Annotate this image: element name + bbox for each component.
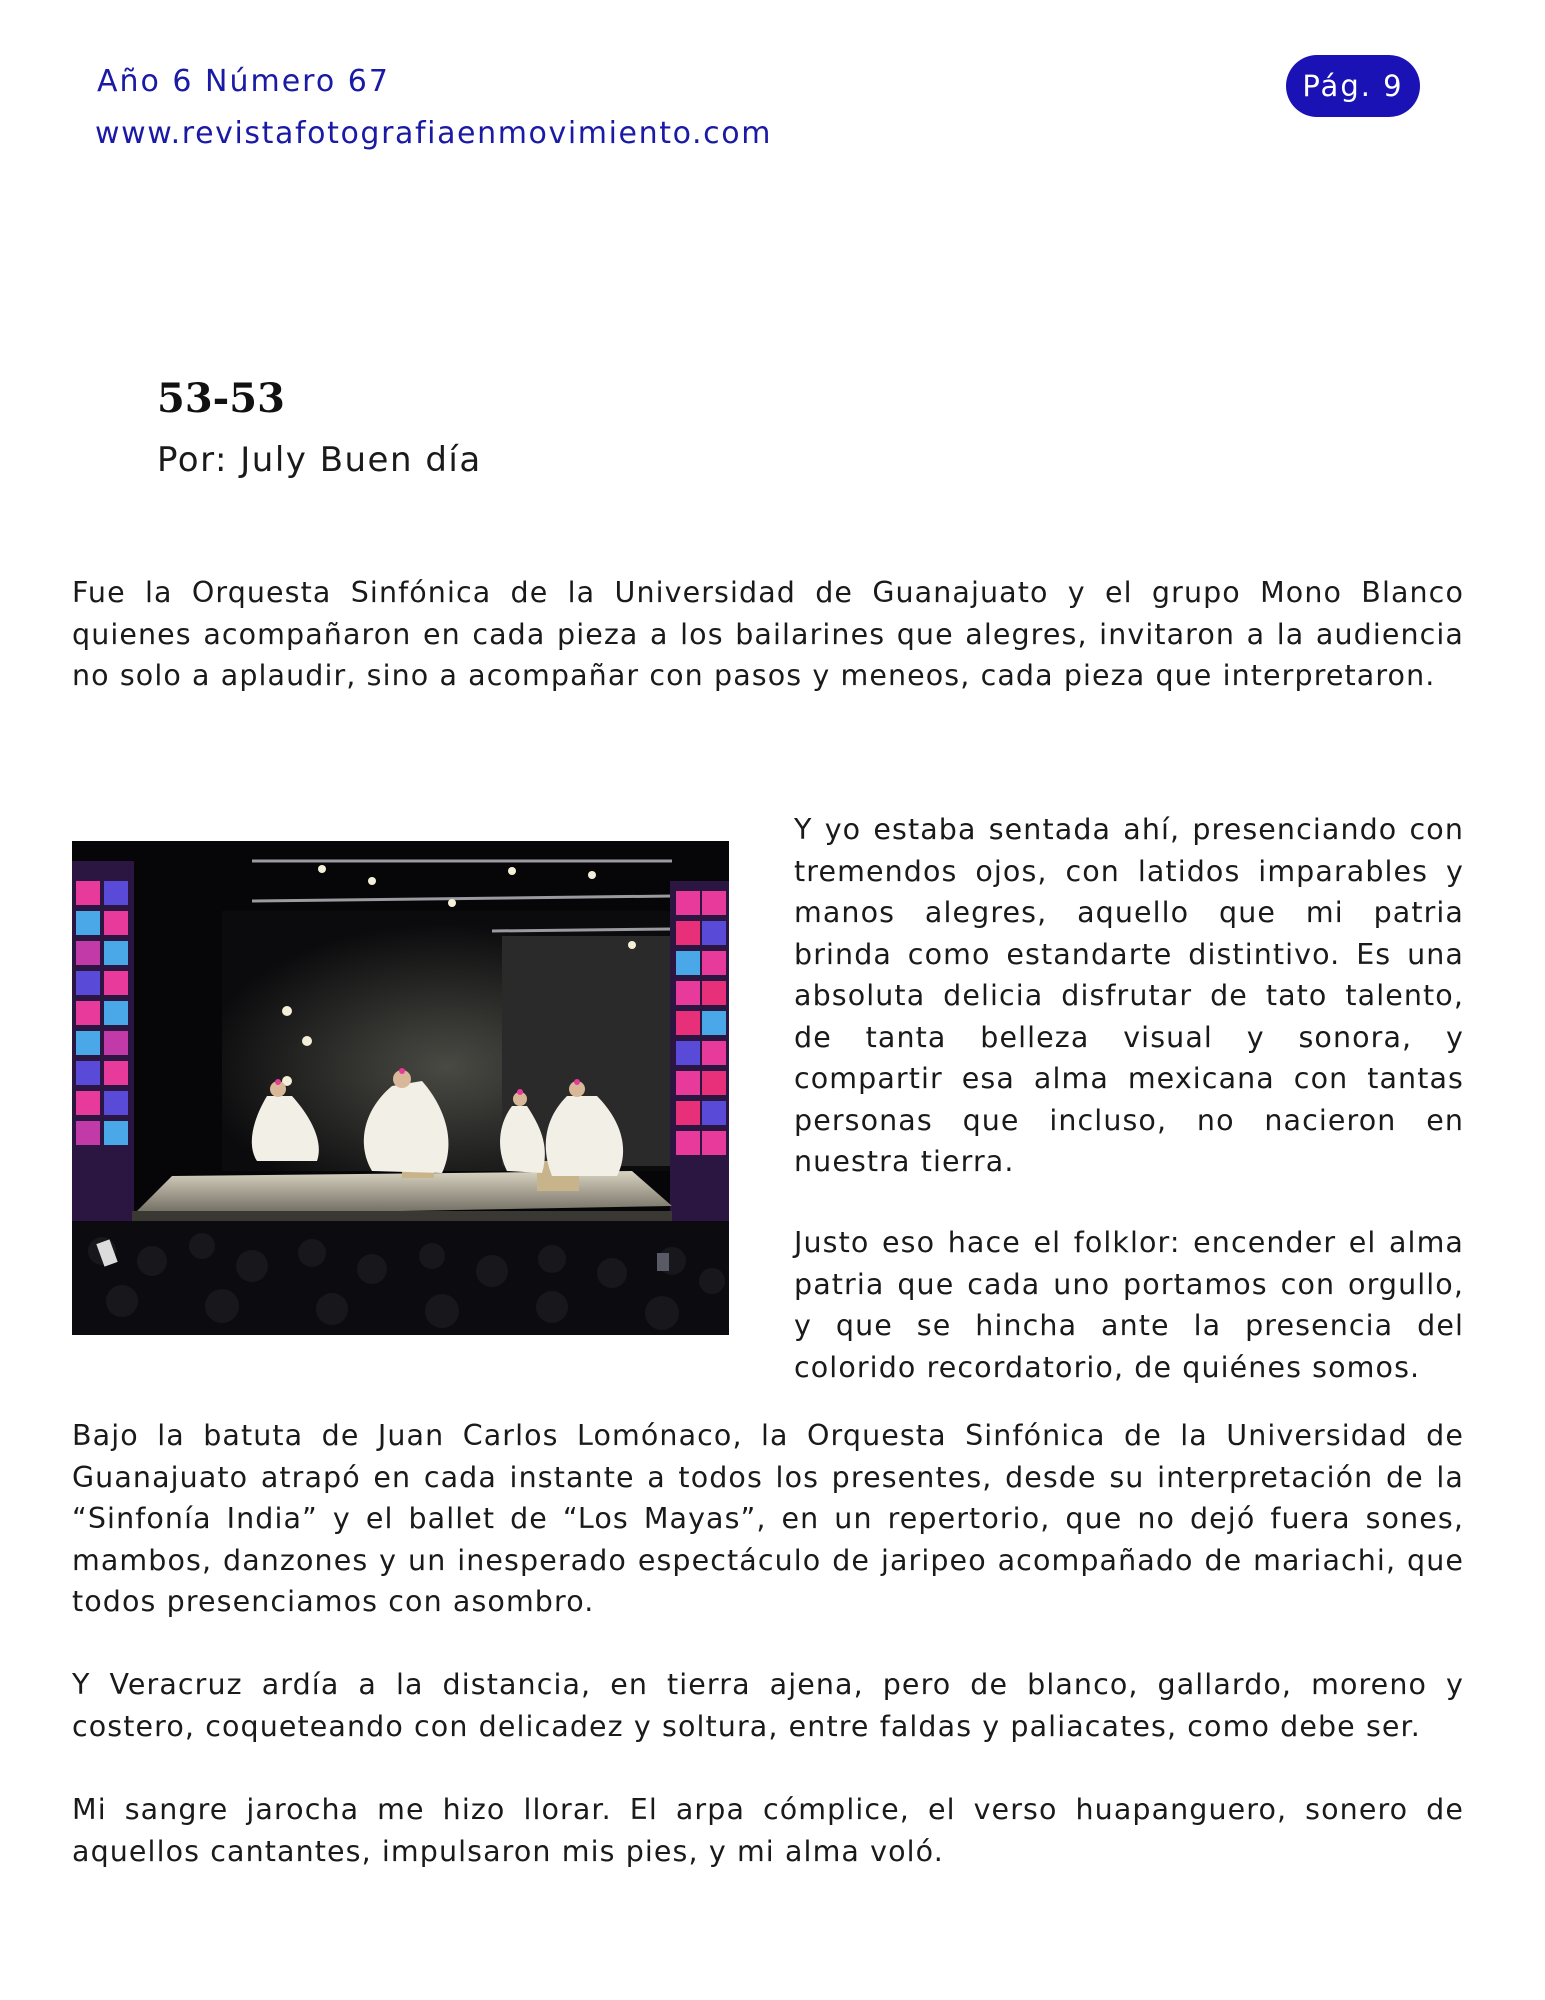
- paragraph-orquesta: Bajo la batuta de Juan Carlos Lomónaco, la Orquesta Sinfónica de la Universidad de Guanajuato atrapó en cada instante a todos los presentes, desde su interpretación de la “Sinfonía India” y el ballet de “Los Mayas”, en un repertorio, que no dejó fuera sones, mambos, danzones y un inesperado espectáculo de jaripeo acompañado de mariachi, que todos presenciamos con asombro.: [72, 1419, 1464, 1618]
- dance-performance-photo: [72, 841, 729, 1335]
- page-number-badge: Pág. 9: [1286, 55, 1420, 117]
- paragraph-sangre-jarocha: Mi sangre jarocha me hizo llorar. El arpa cómplice, el verso huapanguero, sonero de aquellos cantantes, impulsaron mis pies, y mi alma voló.: [72, 1793, 1464, 1868]
- paragraph-veracruz: Y Veracruz ardía a la distancia, en tierra ajena, pero de blanco, gallardo, moreno y costero, coqueteando con delicadez y soltura, entre faldas y paliacates, como debe ser.: [72, 1668, 1464, 1743]
- paragraph-intro: Fue la Orquesta Sinfónica de la Universidad de Guanajuato y el grupo Mono Blanco quienes acompañaron en cada pieza a los bailarines que alegres, invitaron a la audiencia no solo a aplaudir, sino a acompañar con pasos y meneos, cada pieza que interpretaron.: [72, 576, 1464, 692]
- article-title: 53-53: [157, 375, 285, 422]
- website-link[interactable]: www.revistafotografiaenmovimiento.com: [95, 116, 773, 151]
- issue-number: Año 6 Número 67: [97, 64, 390, 99]
- article-byline: Por: July Buen día: [157, 440, 482, 480]
- paragraph-patria: Y yo estaba sentada ahí, presenciando con tremendos ojos, con latidos imparables y manos alegres, aquello que mi patria brinda como estandarte distintivo. Es una absoluta delicia disfrutar de tato talento, de tanta belleza visual y sonora, y compartir esa alma mexicana con tantas personas que incluso, no nacieron en nuestra tierra.: [794, 813, 1464, 1178]
- paragraph-folklor: Justo eso hace el folklor: encender el alma patria que cada uno portamos con orgullo, y que se hincha ante la presencia del colorido recordatorio, de quiénes somos.: [794, 1226, 1464, 1384]
